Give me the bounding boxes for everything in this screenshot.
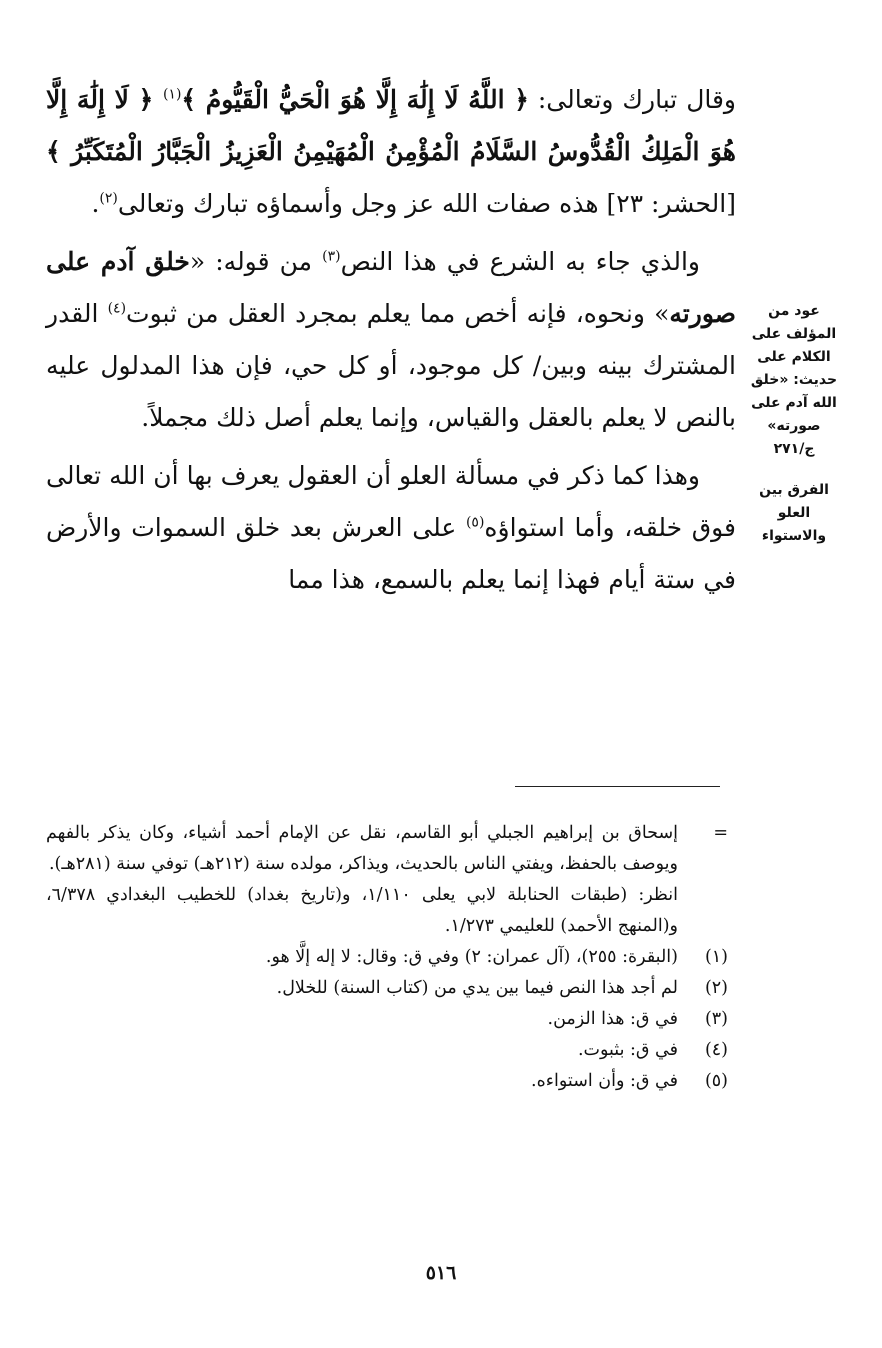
paragraph-text: وقال تبارك وتعالى:: [528, 85, 736, 114]
footnote-text: إسحاق بن إبراهيم الجبلي أبو القاسم، نقل عن الإمام أحمد أشياء، وكان يذكر بالفهم ويوصف بالحفظ، ويفتي الناس بالحديث، ويذاكر، مولده سنة (٢١٢هـ) توفي سنة (٢٨١هـ).: [46, 823, 678, 874]
footnotes: [46, 818, 728, 1097]
footnote-number: (٥): [704, 1071, 728, 1091]
footnote-number: (٤): [704, 1040, 728, 1060]
paragraph-text: [الحشر: ٢٣] هذه صفات الله عز وجل وأسماؤه تبارك وتعالى: [117, 189, 736, 218]
footnote-text: لم أجد هذا النص فيما بين يدي من (كتاب السنة) للخلال.: [276, 978, 678, 998]
paragraph-3: [46, 450, 736, 606]
footnote-number: (٣): [704, 1009, 728, 1029]
hadith-quote: خلق آدم على صورته: [46, 247, 736, 328]
footnote-continuation: [46, 818, 728, 880]
quran-verse: ﴿ لَا إِلَٰهَ إِلَّا هُوَ الْمَلِكُ الْقُدُّوسُ السَّلَامُ الْمُؤْمِنُ الْمُهَيْمِنُ الْعَزِيزُ الْجَبَّارُ الْمُتَكَبِّرُ ﴾: [46, 85, 736, 166]
footnote-ref: (٤): [107, 300, 127, 317]
footnote-ref: (٢): [99, 190, 118, 207]
footnote-text: في ق: وأن استواءه.: [531, 1071, 678, 1091]
margin-notes: [750, 300, 838, 566]
footnote-item: [46, 1066, 728, 1097]
footnote-text: (البقرة: ٢٥٥)، (آل عمران: ٢) وفي ق: وقال: لا إله إلَّا هو.: [265, 947, 678, 967]
paragraph-2: [46, 236, 736, 444]
margin-note-text: الفرق بين العلو والاستواء: [759, 482, 829, 544]
manuscript-page-ref: ج/٢٧١: [773, 441, 815, 457]
paragraph-text: .: [91, 189, 100, 218]
margin-note: [750, 479, 838, 548]
margin-note-text: عود من المؤلف على الكلام على حديث: «خلق الله آدم على صورته»: [750, 303, 838, 434]
main-text: [46, 74, 736, 612]
footnote-number: (١): [704, 947, 728, 967]
footnote-item: [46, 973, 728, 1004]
continuation-mark: =: [713, 823, 728, 843]
paragraph-text: على العرش بعد خلق السموات والأرض في ستة أيام فهذا إنما يعلم بالسمع، هذا مما: [46, 513, 736, 594]
quran-verse: ﴿ اللَّهُ لَا إِلَٰهَ إِلَّا هُوَ الْحَيُّ الْقَيُّومُ ﴾: [181, 85, 529, 114]
paragraph-text: والذي جاء به الشرع في هذا النص: [340, 247, 701, 276]
paragraph-1: [46, 74, 736, 230]
footnote-item: [46, 942, 728, 973]
footnote-ref: (١): [162, 86, 182, 103]
footnote-item: [46, 1004, 728, 1035]
footnote-text: في ق: هذا الزمن.: [547, 1009, 678, 1029]
footnote-ref: (٣): [322, 248, 341, 265]
paragraph-text: القدر المشترك بينه وبين/ كل موجود، أو كل حي، فإن هذا المدلول عليه بالنص لا يعلم بالعقل والقياس، وإنما يعلم أصل ذلك مجملاً.: [46, 299, 736, 432]
footnote-separator: [515, 786, 720, 787]
footnote-number: (٢): [704, 978, 728, 998]
margin-note: [750, 300, 838, 461]
paragraph-text: » ونحوه، فإنه أخص مما يعلم بمجرد العقل من ثبوت: [126, 299, 670, 328]
footnote-item: [46, 1035, 728, 1066]
footnote-reference-list: انظر: (طبقات الحنابلة لابي يعلى ١/١١٠، و(تاريخ بغداد) للخطيب البغدادي ٦/٣٧٨، و(المنهج الأحمد) للعليمي ١/٢٧٣.: [46, 885, 678, 936]
footnote-text: في ق: بثبوت.: [577, 1040, 678, 1060]
paragraph-text: من قوله: «: [189, 247, 323, 276]
paragraph-text: وهذا كما ذكر في مسألة العلو أن العقول يعرف بها أن الله تعالى فوق خلقه، وأما استواؤه: [46, 461, 736, 542]
footnote-ref: (٥): [465, 514, 485, 531]
page-number: ٥١٦: [425, 1262, 457, 1284]
